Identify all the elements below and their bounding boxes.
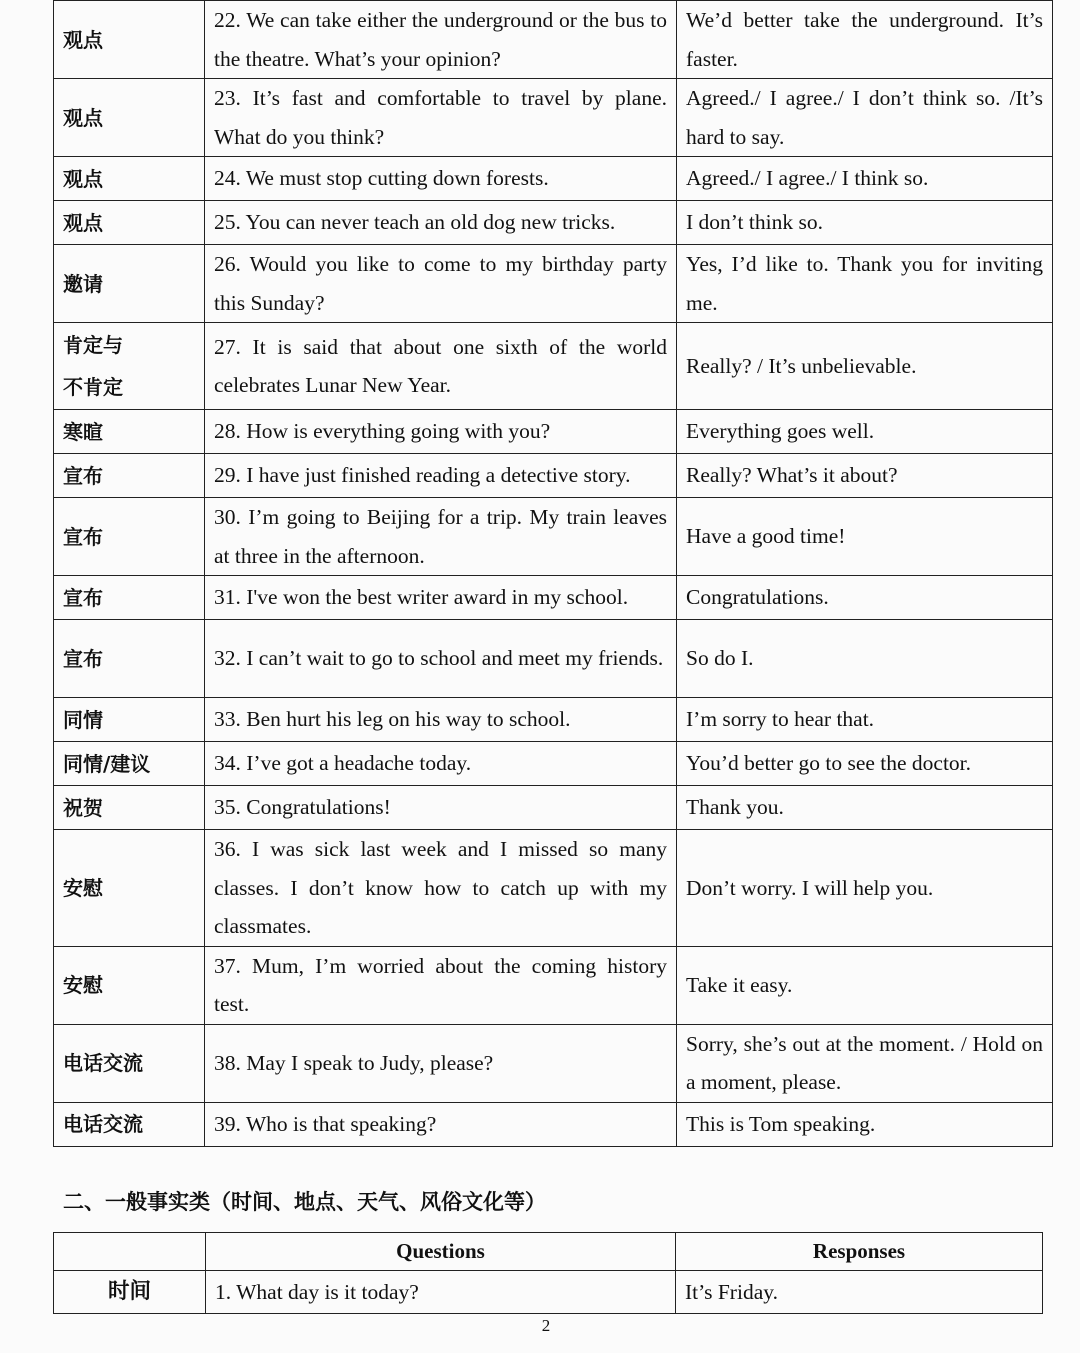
row-response: Don’t worry. I will help you. [677,830,1053,947]
row-question: 34. I’ve got a headache today. [205,742,677,786]
row-question: 23. It’s fast and comfortable to travel by plane. What do you think? [205,79,677,157]
row-question: 1. What day is it today? [206,1271,676,1314]
table-row [54,620,1053,698]
table-row [54,1024,1053,1102]
row-response: Really? What’s it about? [677,454,1053,498]
row-category: 肯定与 不肯定 [54,323,205,410]
row-response: I’m sorry to hear that. [677,698,1053,742]
table-row [54,1102,1053,1146]
row-question: 35. Congratulations! [205,786,677,830]
header-category [54,1233,206,1271]
row-category: 电话交流 [54,1024,205,1102]
row-category: 时间 [54,1271,206,1314]
section-title: 二、一般事实类（时间、地点、天气、风俗文化等） [63,1190,546,1214]
row-category: 观点 [54,157,205,201]
header-questions: Questions [206,1233,676,1271]
row-question: 33. Ben hurt his leg on his way to school. [205,698,677,742]
row-question: 31. I've won the best writer award in my school. [205,576,677,620]
table-row [54,323,1053,410]
row-question: 25. You can never teach an old dog new tricks. [205,201,677,245]
row-category: 宣布 [54,498,205,576]
row-category: 观点 [54,79,205,157]
table-row [54,786,1053,830]
table-row [54,157,1053,201]
row-response: Take it easy. [677,946,1053,1024]
table-row [54,201,1053,245]
table-header-row [54,1233,1043,1271]
row-question: 22. We can take either the underground or the bus to the theatre. What’s your opinion? [205,1,677,79]
row-category: 宣布 [54,576,205,620]
row-category: 电话交流 [54,1102,205,1146]
row-response: Agreed./ I agree./ I think so. [677,157,1053,201]
row-response: Congratulations. [677,576,1053,620]
row-response: We’d better take the underground. It’s faster. [677,1,1053,79]
row-question: 39. Who is that speaking? [205,1102,677,1146]
row-response: Thank you. [677,786,1053,830]
row-response: You’d better go to see the doctor. [677,742,1053,786]
page-number: 2 [541,1316,551,1335]
table-row [54,698,1053,742]
row-category: 安慰 [54,946,205,1024]
table-row [54,410,1053,454]
row-response: So do I. [677,620,1053,698]
table-row [54,1,1053,79]
table-row [54,454,1053,498]
table-row [54,245,1053,323]
table-row [54,946,1053,1024]
row-category: 祝贺 [54,786,205,830]
row-category: 同情 [54,698,205,742]
row-response: Have a good time! [677,498,1053,576]
row-category: 邀请 [54,245,205,323]
row-category: 宣布 [54,620,205,698]
row-response: Agreed./ I agree./ I don’t think so. /It’s hard to say. [677,79,1053,157]
table-row [54,1271,1043,1314]
table-row [54,576,1053,620]
table-row [54,830,1053,947]
row-question: 24. We must stop cutting down forests. [205,157,677,201]
row-response: It’s Friday. [676,1271,1043,1314]
row-question: 32. I can’t wait to go to school and meet my friends. [205,620,677,698]
row-question: 27. It is said that about one sixth of the world celebrates Lunar New Year. [205,323,677,410]
row-response: Sorry, she’s out at the moment. / Hold on a moment, please. [677,1024,1053,1102]
header-responses: Responses [676,1233,1043,1271]
row-question: 36. I was sick last week and I missed so many classes. I don’t know how to catch up with my classmates. [205,830,677,947]
row-category: 观点 [54,201,205,245]
row-response: I don’t think so. [677,201,1053,245]
table-row [54,498,1053,576]
row-category: 寒暄 [54,410,205,454]
table-row [54,79,1053,157]
row-question: 37. Mum, I’m worried about the coming history test. [205,946,677,1024]
row-question: 28. How is everything going with you? [205,410,677,454]
row-response: Really? / It’s unbelievable. [677,323,1053,410]
general-facts-table [53,1232,1043,1314]
row-response: Everything goes well. [677,410,1053,454]
row-question: 38. May I speak to Judy, please? [205,1024,677,1102]
dialogue-table [53,0,1053,1147]
row-question: 30. I’m going to Beijing for a trip. My train leaves at three in the afternoon. [205,498,677,576]
row-question: 29. I have just finished reading a detective story. [205,454,677,498]
row-response: Yes, I’d like to. Thank you for inviting me. [677,245,1053,323]
table-row [54,742,1053,786]
row-category: 观点 [54,1,205,79]
row-category: 宣布 [54,454,205,498]
row-response: This is Tom speaking. [677,1102,1053,1146]
row-category: 安慰 [54,830,205,947]
row-question: 26. Would you like to come to my birthday party this Sunday? [205,245,677,323]
row-category: 同情/建议 [54,742,205,786]
